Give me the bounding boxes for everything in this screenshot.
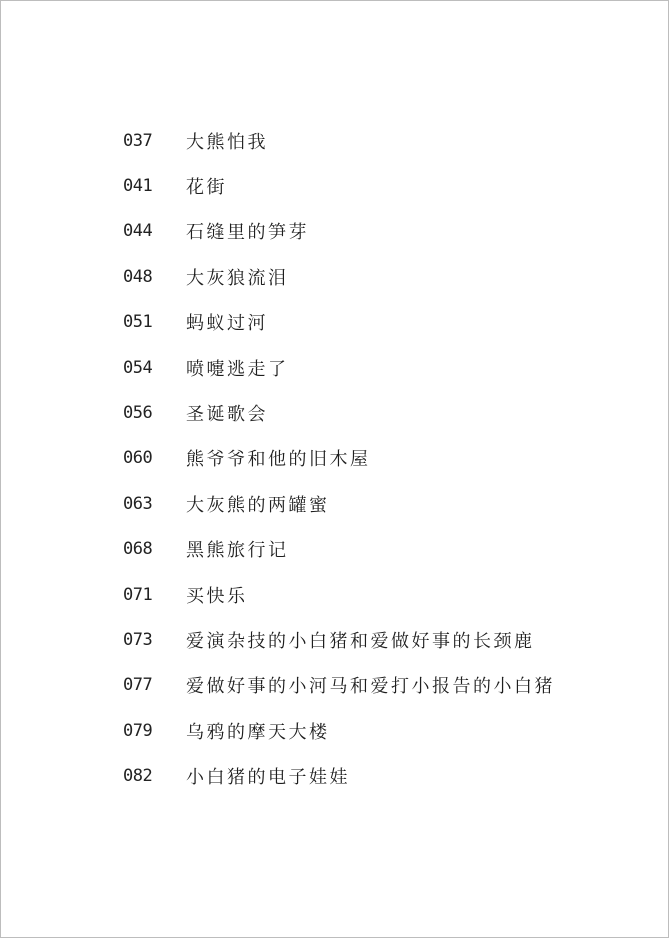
toc-entry	[123, 118, 555, 163]
toc-title: 花街	[186, 177, 227, 199]
toc-page-number: 071	[123, 584, 153, 605]
toc-title: 买快乐	[186, 585, 248, 607]
toc-page-number: 044	[123, 221, 153, 242]
toc-page-number: 054	[123, 357, 153, 378]
toc-page-number: 082	[123, 766, 153, 787]
toc-title: 黑熊旅行记	[186, 540, 289, 562]
toc-title: 蚂蚁过河	[186, 313, 268, 335]
toc-entry	[123, 436, 555, 481]
toc-entry	[123, 254, 555, 299]
toc-entry	[123, 708, 555, 753]
toc-entry	[123, 390, 555, 435]
toc-entry	[123, 163, 555, 208]
toc-title: 石缝里的笋芽	[186, 222, 309, 244]
toc-page-number: 041	[123, 176, 153, 197]
toc-title: 大熊怕我	[186, 131, 268, 153]
toc-title: 大灰熊的两罐蜜	[186, 494, 330, 516]
toc-entry	[123, 617, 555, 662]
toc-entry	[123, 527, 555, 572]
toc-entry	[123, 753, 555, 798]
toc-entry	[123, 663, 555, 708]
toc-page-number: 063	[123, 493, 153, 514]
toc-title: 小白猪的电子娃娃	[186, 767, 350, 789]
toc-entry	[123, 345, 555, 390]
toc-page-number: 051	[123, 312, 153, 333]
toc-entry	[123, 481, 555, 526]
toc-entry	[123, 300, 555, 345]
toc-title: 圣诞歌会	[186, 404, 268, 426]
toc-page-number: 056	[123, 403, 153, 424]
toc-title: 大灰狼流泪	[186, 267, 289, 289]
toc-page-number: 060	[123, 448, 153, 469]
toc-page-number: 068	[123, 539, 153, 560]
toc-title: 爱做好事的小河马和爱打小报告的小白猪	[186, 676, 555, 698]
toc-page-number: 073	[123, 629, 153, 650]
toc-title: 熊爷爷和他的旧木屋	[186, 449, 371, 471]
toc-page-number: 077	[123, 675, 153, 696]
toc-title: 喷嚏逃走了	[186, 358, 289, 380]
toc-title: 乌鸦的摩天大楼	[186, 721, 330, 743]
toc-page-number: 037	[123, 130, 153, 151]
toc-page-number: 079	[123, 720, 153, 741]
toc-page-number: 048	[123, 266, 153, 287]
toc-entry	[123, 209, 555, 254]
toc-title: 爱演杂技的小白猪和爱做好事的长颈鹿	[186, 630, 535, 652]
table-of-contents	[123, 118, 555, 799]
toc-entry	[123, 572, 555, 617]
